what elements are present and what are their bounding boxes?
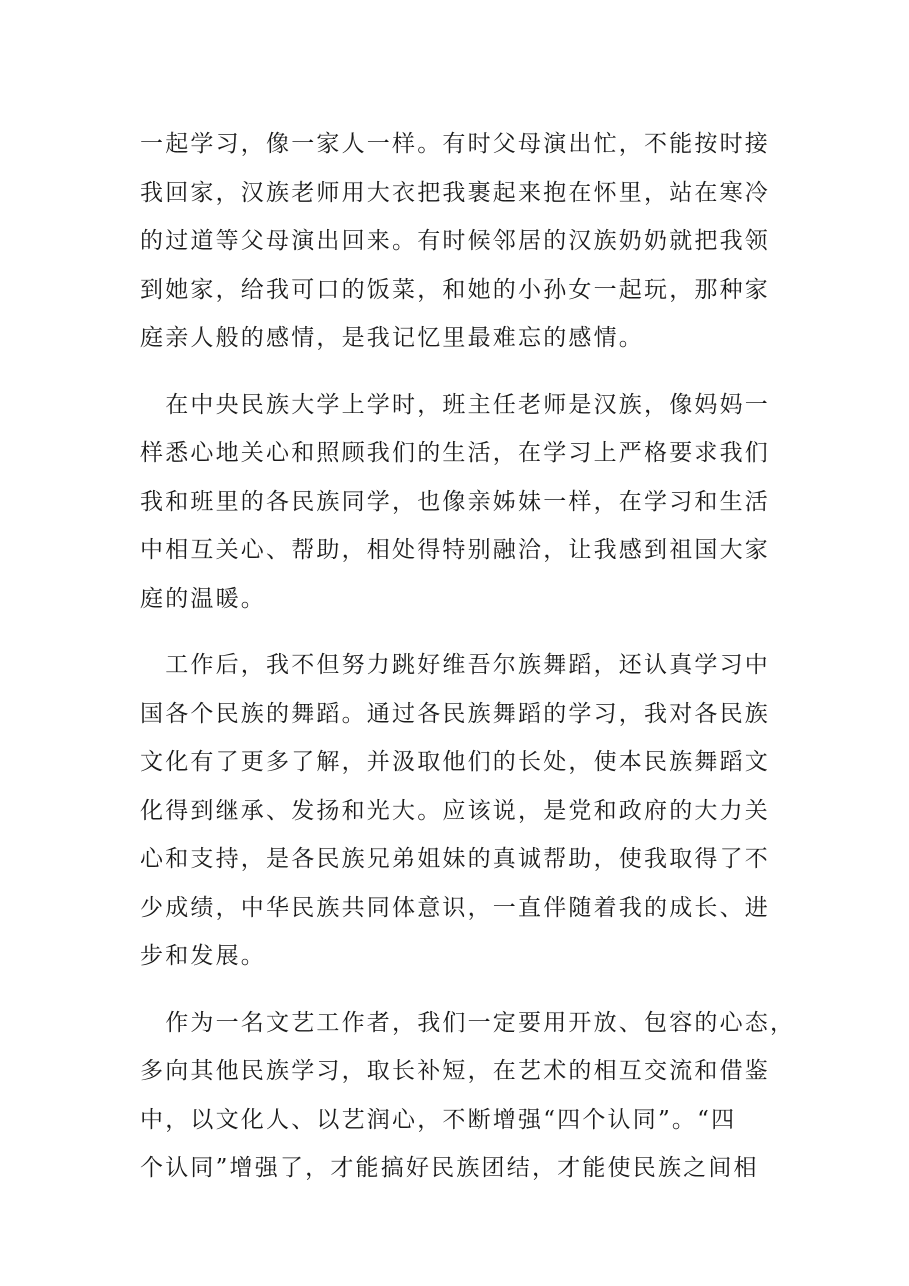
- text-line: 中，以文化人、以艺润心，不断增强“四个认同”。“四: [140, 1106, 737, 1133]
- text-line: 一起学习，像一家人一样。有时父母演出忙，不能按时接: [140, 131, 770, 157]
- text-line: 个认同”增强了，才能搞好民族团结，才能使民族之间相: [140, 1155, 759, 1181]
- text-line: 化得到继承、发扬和光大。应该说，是党和政府的大力关: [140, 797, 770, 824]
- paragraph-gap: [140, 981, 780, 999]
- text-line: 庭亲人般的感情，是我记忆里最难忘的感情。: [140, 325, 644, 351]
- text-line: 心和支持，是各民族兄弟姐妹的真诚帮助，使我取得了不: [140, 846, 770, 872]
- paragraph-gap: [140, 363, 780, 381]
- paragraph-gap: [140, 623, 780, 641]
- text-line: 的过道等父母演出回来。有时候邻居的汉族奶奶就把我领: [140, 228, 770, 254]
- text-line: 我回家，汉族老师用大衣把我裹起来抱在怀里，站在寒冷: [140, 179, 770, 206]
- paragraph: [140, 120, 780, 363]
- text-line: 文化有了更多了解，并汲取他们的长处，使本民族舞蹈文: [140, 749, 770, 775]
- text-line: 庭的温暖。: [140, 585, 266, 612]
- text-line: 步和发展。: [140, 943, 266, 969]
- text-line: 多向其他民族学习，取长补短，在艺术的相互交流和借鉴: [140, 1058, 770, 1084]
- paragraph: [140, 641, 780, 981]
- text-line: 国各个民族的舞蹈。通过各民族舞蹈的学习，我对各民族: [140, 700, 770, 727]
- paragraph: [140, 999, 796, 1193]
- text-line: 样悉心地关心和照顾我们的生活，在学习上严格要求我们: [140, 440, 770, 466]
- text-line: 我和班里的各民族同学，也像亲姊妹一样，在学习和生活: [140, 488, 770, 515]
- text-line: 中相互关心、帮助，相处得特别融洽，让我感到祖国大家: [140, 537, 770, 563]
- document-body: [140, 120, 796, 1193]
- paragraph: [140, 381, 780, 624]
- text-line: 在中央民族大学上学时，班主任老师是汉族，像妈妈一: [140, 391, 770, 418]
- text-line: 工作后，我不但努力跳好维吾尔族舞蹈，还认真学习中: [140, 652, 770, 678]
- text-line: 到她家，给我可口的饭菜，和她的小孙女一起玩，那种家: [140, 276, 770, 303]
- text-line: 作为一名文艺工作者，我们一定要用开放、包容的心态，: [140, 1009, 796, 1036]
- text-line: 少成绩，中华民族共同体意识，一直伴随着我的成长、进: [140, 894, 770, 921]
